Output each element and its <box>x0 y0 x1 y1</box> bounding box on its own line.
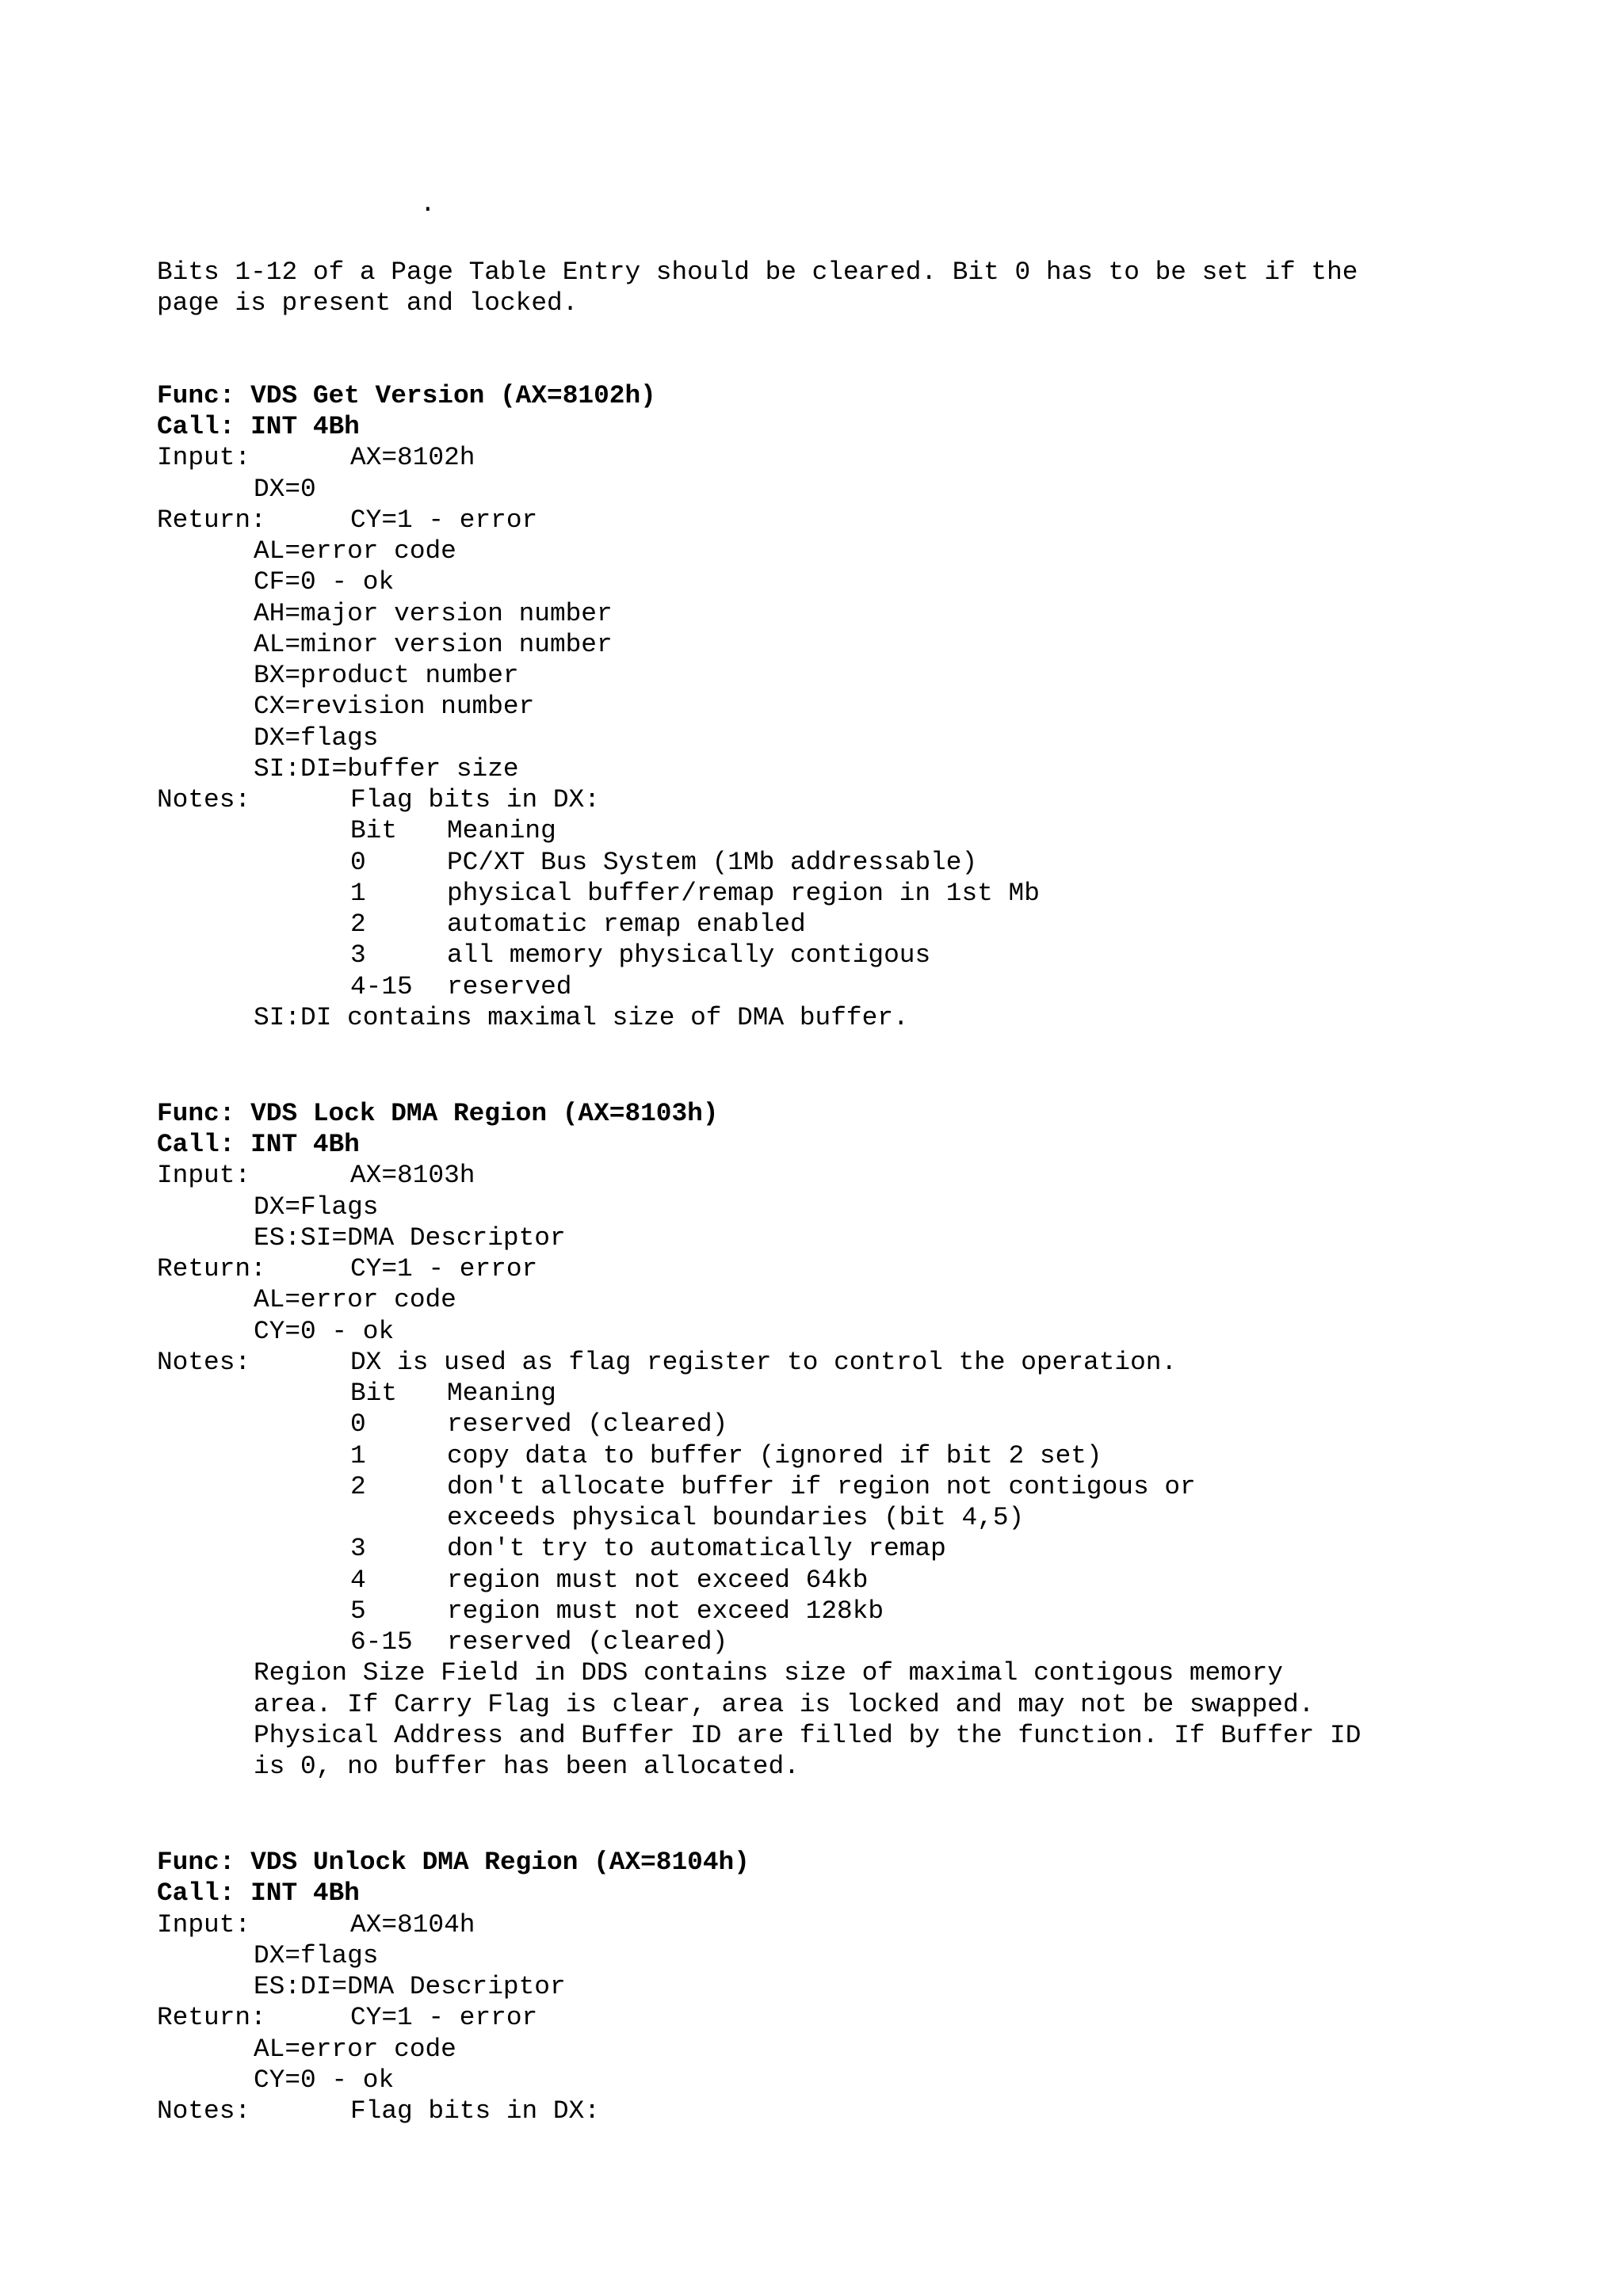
bit-meaning: don't try to automatically remap <box>447 1534 946 1563</box>
return-value: BX=product number <box>254 661 519 690</box>
input-label: Input: <box>157 1910 251 1939</box>
bit-number: 2 <box>350 910 366 939</box>
bit-meaning: reserved <box>447 972 572 1001</box>
call-line-unlock-dma-region: Call: INT 4Bh <box>157 1878 360 1908</box>
return-value: CY=0 - ok <box>254 1317 395 1346</box>
bit-number: 0 <box>350 1409 366 1439</box>
bit-meaning: automatic remap enabled <box>447 910 806 939</box>
return-label: Return: <box>157 505 266 535</box>
bit-meaning: don't allocate buffer if region not contigous or <box>447 1472 1196 1501</box>
notes-label: Notes: <box>157 2096 251 2126</box>
notes-label: Notes: <box>157 1348 251 1377</box>
return-value: CY=1 - error <box>350 1254 538 1283</box>
return-value: AL=error code <box>254 1285 456 1314</box>
call-line-get-version: Call: INT 4Bh <box>157 412 360 441</box>
input-value: AX=8102h <box>350 443 475 472</box>
input-label: Input: <box>157 443 251 472</box>
input-value: DX=Flags <box>254 1192 379 1222</box>
notes-text: SI:DI contains maximal size of DMA buffer. <box>254 1003 909 1032</box>
notes-paragraph: Physical Address and Buffer ID are filled by the function. If Buffer ID <box>254 1721 1361 1750</box>
section-title-lock-dma-region: Func: VDS Lock DMA Region (AX=8103h) <box>157 1099 719 1128</box>
intro-line-1: Bits 1-12 of a Page Table Entry should be cleared. Bit 0 has to be set if the <box>157 257 1358 287</box>
bit-meaning: region must not exceed 64kb <box>447 1566 869 1595</box>
bit-number: 2 <box>350 1472 366 1501</box>
bit-number: 4-15 <box>350 972 413 1001</box>
bit-number: 3 <box>350 940 366 970</box>
input-value: ES:SI=DMA Descriptor <box>254 1223 566 1253</box>
call-line-lock-dma-region: Call: INT 4Bh <box>157 1130 360 1159</box>
return-value: CX=revision number <box>254 692 535 721</box>
return-value: DX=flags <box>254 723 379 753</box>
bit-meaning: PC/XT Bus System (1Mb addressable) <box>447 848 978 877</box>
notes-paragraph: Region Size Field in DDS contains size of maximal contigous memory <box>254 1658 1283 1688</box>
bit-number: 3 <box>350 1534 366 1563</box>
bit-number: 4 <box>350 1566 366 1595</box>
bit-table-header: Bit <box>350 1379 398 1408</box>
notes-paragraph: is 0, no buffer has been allocated. <box>254 1752 800 1781</box>
bit-meaning: reserved (cleared) <box>447 1409 728 1439</box>
return-value: AH=major version number <box>254 599 613 628</box>
notes-paragraph: area. If Carry Flag is clear, area is locked and may not be swapped. <box>254 1690 1315 1719</box>
bit-table-header: Meaning <box>447 816 556 845</box>
return-value: AL=minor version number <box>254 630 613 659</box>
bit-number: 1 <box>350 879 366 908</box>
return-value: CY=0 - ok <box>254 2065 395 2095</box>
bit-meaning: region must not exceed 128kb <box>447 1596 884 1626</box>
notes-text: DX is used as flag register to control the operation. <box>350 1348 1178 1377</box>
notes-text: Flag bits in DX: <box>350 785 600 814</box>
return-label: Return: <box>157 1254 266 1283</box>
bit-table-header: Meaning <box>447 1379 556 1408</box>
notes-label: Notes: <box>157 785 251 814</box>
input-label: Input: <box>157 1161 251 1190</box>
bit-number: 0 <box>350 848 366 877</box>
return-value: AL=error code <box>254 536 456 566</box>
input-value: DX=flags <box>254 1941 379 1970</box>
input-value: AX=8103h <box>350 1161 475 1190</box>
input-value: ES:DI=DMA Descriptor <box>254 1972 566 2001</box>
bit-meaning-continued: exceeds physical boundaries (bit 4,5) <box>447 1503 1025 1532</box>
return-value: AL=error code <box>254 2035 456 2064</box>
bit-meaning: physical buffer/remap region in 1st Mb <box>447 879 1040 908</box>
bit-number: 1 <box>350 1441 366 1470</box>
section-title-unlock-dma-region: Func: VDS Unlock DMA Region (AX=8104h) <box>157 1848 750 1877</box>
notes-text: Flag bits in DX: <box>350 2096 600 2126</box>
return-value: CY=1 - error <box>350 2003 538 2032</box>
bit-table-header: Bit <box>350 816 398 845</box>
input-value: AX=8104h <box>350 1910 475 1939</box>
return-value: CF=0 - ok <box>254 567 395 597</box>
bit-number: 5 <box>350 1596 366 1626</box>
bit-number: 6-15 <box>350 1627 413 1657</box>
stray-dot: . <box>420 189 436 219</box>
return-label: Return: <box>157 2003 266 2032</box>
section-title-get-version: Func: VDS Get Version (AX=8102h) <box>157 381 656 410</box>
bit-meaning: reserved (cleared) <box>447 1627 728 1657</box>
input-value: DX=0 <box>254 475 316 504</box>
return-value: CY=1 - error <box>350 505 538 535</box>
return-value: SI:DI=buffer size <box>254 754 519 784</box>
intro-line-2: page is present and locked. <box>157 288 579 318</box>
bit-meaning: all memory physically contigous <box>447 940 931 970</box>
bit-meaning: copy data to buffer (ignored if bit 2 set) <box>447 1441 1102 1470</box>
